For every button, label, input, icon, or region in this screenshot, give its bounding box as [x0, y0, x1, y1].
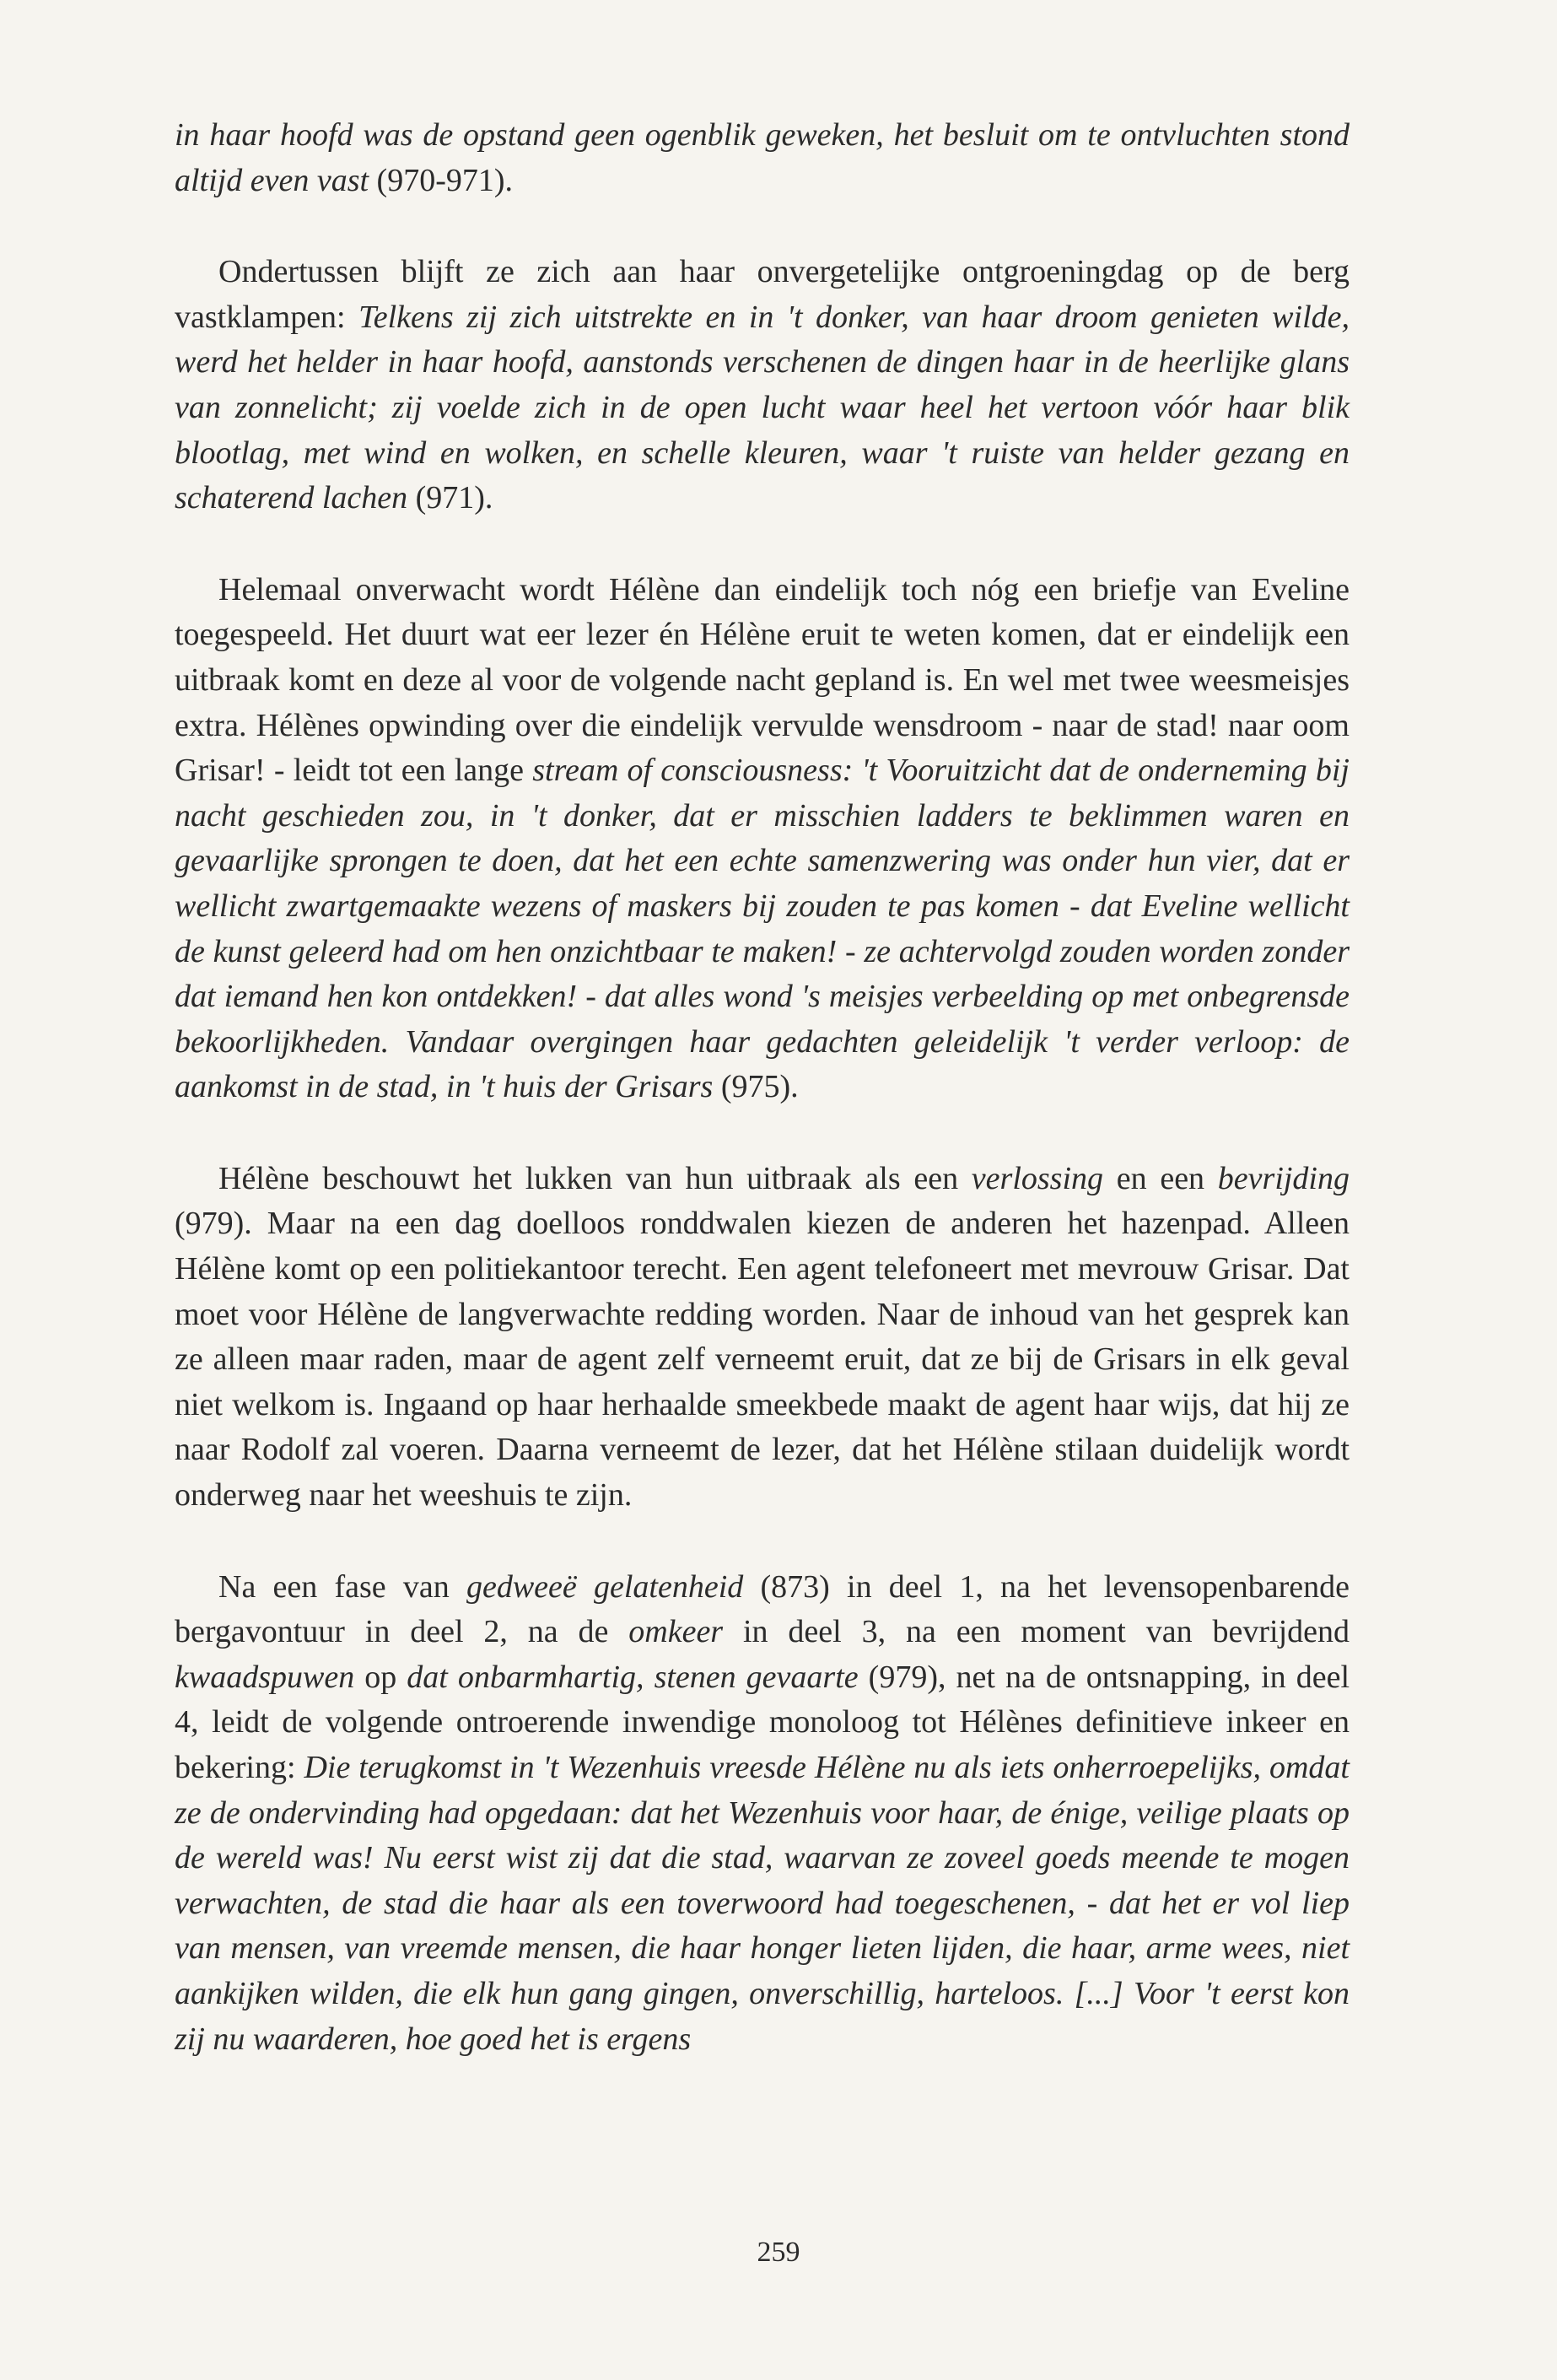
- running-head: [540, 0, 1046, 34]
- paragraph-2: [175, 250, 1350, 521]
- text-run: (979). Maar na een dag doelloos ronddwalen kiezen de anderen het hazenpad. Alleen Hélène komt op een politiekantoor terecht. Een agent telefoneert met mevrouw Grisar. Dat moet voor Hélène de langverwachte redding worden. Naar de inhoud van het gesprek kan ze alleen maar raden, maar de agent zelf verneemt eruit, dat ze bij de Grisars in elk geval niet welkom is. Ingaand op haar herhaalde smeekbede maakt de agent haar wijs, dat hij ze naar Rodolf zal voeren. Daarna verneemt de lezer, dat het Hélène stilaan duidelijk wordt onderweg naar het weeshuis te zijn.: [175, 1206, 1350, 1514]
- italic-text-run: Die terugkomst in 't Wezenhuis vreesde Hélène nu als iets onherroepelijks, omdat ze de ondervinding had opgedaan: dat het Wezenhuis voor haar, de énige, veilige plaats op de wereld was! Nu eerst wist zij dat die stad, waarvan ze zoveel goeds meende te mogen verwachten, de stad die haar als een toverwoord had toegeschenen, - dat het er vol liep van mensen, van vreemde mensen, die haar honger lieten lijden, die haar, arme wees, niet aankijken wilden, die elk hun gang gingen, onverschillig, harteloos. [...] Voor 't eerst kon zij nu waarderen, hoe goed het is ergens: [175, 1750, 1350, 2057]
- italic-text-run: bevrijding: [1217, 1160, 1350, 1196]
- text-run: op: [354, 1659, 407, 1695]
- paragraph-1: [175, 113, 1350, 203]
- paragraph-3: [175, 568, 1350, 1110]
- italic-text-run: dat onbarmhartig, stenen gevaarte: [407, 1659, 859, 1695]
- page-number: 259: [757, 2237, 800, 2268]
- text-run: Hélène beschouwt het lukken van hun uitbraak als een: [218, 1160, 972, 1196]
- paragraph-5: [175, 1565, 1350, 2063]
- paragraph-4: [175, 1157, 1350, 1519]
- text-run: (975).: [713, 1069, 799, 1105]
- italic-text-run: omkeer: [628, 1614, 724, 1650]
- text-run: Ondertussen blijft ze zich aan haar onvergetelijke ontgroeningdag op de berg vastklampen:: [175, 254, 1350, 335]
- italic-text-run: stream of consciousness: 't Vooruitzicht dat de onderneming bij nacht geschieden zou, in 't donker, dat er misschien ladders te beklimmen waren en gevaarlijke sprongen te doen, dat het een echte samenzwering was onder hun vier, dat er wellicht zwartgemaakte wezens of maskers bij zouden te pas komen - dat Eveline wellicht de kunst geleerd had om hen onzichtbaar te maken! - ze achtervolgd zouden worden zonder dat iemand hen kon ontdekken! - dat alles wond 's meisjes verbeelding op met onbegrensde bekoorlijkheden. Vandaar overgingen haar gedachten geleidelijk 't verder verloop: de aankomst in de stad, in 't huis der Grisars: [175, 753, 1350, 1105]
- text-run: (873) in deel 1, na het levensopenbarende bergavontuur in deel 2, na de: [175, 1568, 1350, 1650]
- text-run: (970-971).: [369, 162, 514, 198]
- body-text: [175, 113, 1350, 2062]
- italic-text-run: kwaadspuwen: [175, 1659, 355, 1695]
- italic-text-run: in haar hoofd was de opstand geen ogenblik geweken, het besluit om te ontvluchten stond altijd even vast: [175, 117, 1350, 198]
- italic-text-run: Telkens zij zich uitstrekte en in 't donker, van haar droom genieten wilde, werd het helder in haar hoofd, aanstonds verschenen de dingen haar in de heerlijke glans van zonnelicht; zij voelde zich in de open lucht waar heel het vertoon vóór haar blik blootlag, met wind en wolken, en schelle kleuren, waar 't ruiste van helder gezang en schaterend lachen: [175, 299, 1350, 516]
- text-run: Na een fase van: [218, 1568, 466, 1605]
- text-run: en een: [1103, 1160, 1218, 1196]
- italic-text-run: gedweeë gelatenheid: [466, 1568, 744, 1605]
- text-run: (979), net na de ontsnapping, in deel 4, leidt de volgende ontroerende inwendige monoloog tot Hélènes definitieve inkeer en bekering:: [175, 1659, 1350, 1785]
- text-run: (971).: [407, 480, 493, 516]
- text-run: in deel 3, na een moment van bevrijdend: [723, 1614, 1350, 1650]
- italic-text-run: verlossing: [971, 1160, 1104, 1196]
- text-run: Helemaal onverwacht wordt Hélène dan eindelijk toch nóg een briefje van Eveline toegespeeld. Het duurt wat eer lezer én Hélène eruit te weten komen, dat er eindelijk een uitbraak komt en deze al voor de volgende nacht gepland is. En wel met twee weesmeisjes extra. Hélènes opwinding over die eindelijk vervulde wensdroom - naar de stad! naar oom Grisar! - leidt tot een lange: [175, 571, 1350, 789]
